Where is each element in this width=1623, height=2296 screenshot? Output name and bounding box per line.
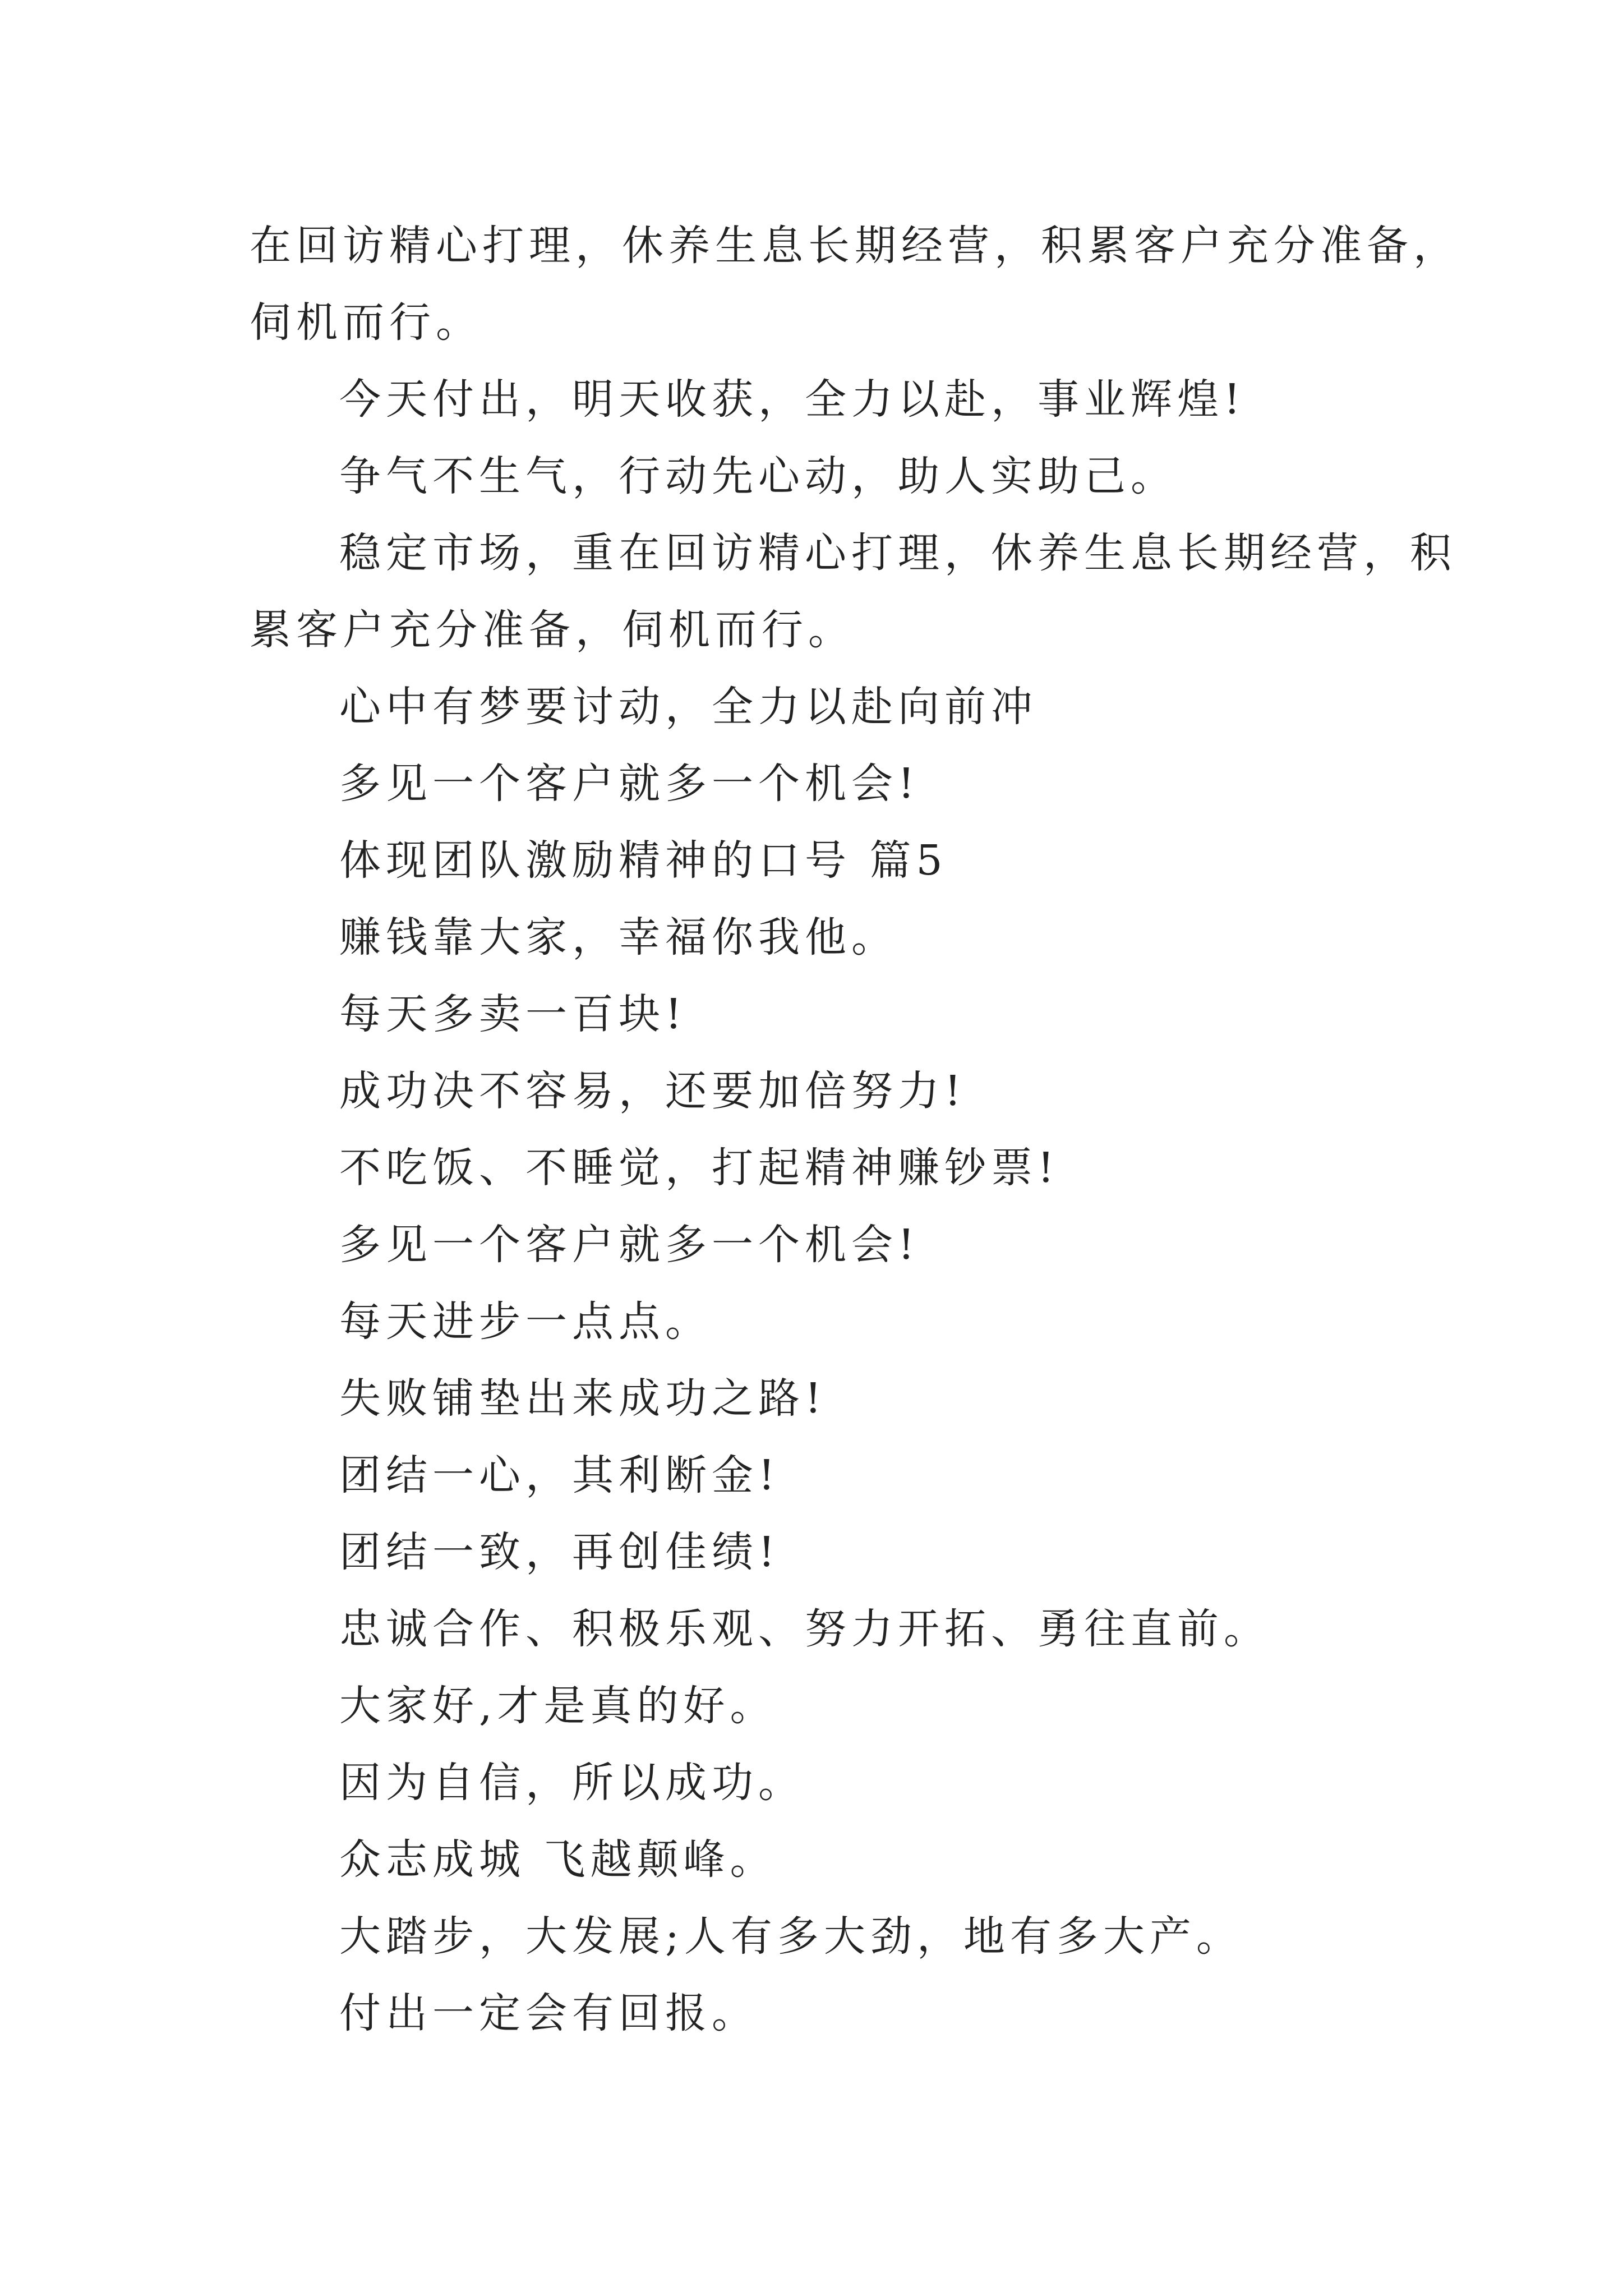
- text-line: 赚钱靠大家，幸福你我他。: [339, 913, 898, 961]
- text-line: 稳定市场，重在回访精心打理，休养生息长期经营，积: [339, 529, 1456, 577]
- text-line: 团结一心，其利断金!: [339, 1451, 780, 1499]
- section-heading: 体现团队激励精神的口号 篇5: [339, 836, 948, 885]
- text-line: 不吃饭、不睡觉，打起精神赚钞票!: [339, 1144, 1059, 1192]
- text-line: 失败铺垫出来成功之路!: [339, 1374, 827, 1423]
- text-line: 争气不生气，行动先心动，助人实助己。: [339, 452, 1177, 500]
- text-line: 因为自信，所以成功。: [339, 1759, 805, 1807]
- text-line: 众志成城 飞越颠峰。: [339, 1835, 777, 1884]
- text-line: 多见一个客户就多一个机会!: [339, 1221, 920, 1269]
- text-line: 每天多卖一百块!: [339, 990, 687, 1038]
- text-line: 团结一致，再创佳绩!: [339, 1528, 780, 1576]
- text-line: 在回访精心打理，休养生息长期经营，积累客户充分准备，: [250, 222, 1460, 270]
- text-line: 累客户充分准备，伺机而行。: [250, 606, 855, 654]
- text-line: 大家好,才是真的好。: [339, 1682, 777, 1730]
- document-body: [250, 208, 1460, 2052]
- text-line: 大踏步，大发展;人有多大劲，地有多大产。: [339, 1912, 1243, 1961]
- text-line: 多见一个客户就多一个机会!: [339, 760, 920, 808]
- text-line: 成功决不容易，还要加倍努力!: [339, 1067, 966, 1115]
- text-line: 心中有梦要讨动，全力以赴向前冲: [339, 683, 1038, 731]
- text-line: 今天付出，明天收获，全力以赴，事业辉煌!: [339, 375, 1246, 424]
- text-line: 每天进步一点点。: [339, 1297, 712, 1346]
- text-line: 忠诚合作、积极乐观、努力开拓、勇往直前。: [339, 1605, 1270, 1653]
- text-line: 付出一定会有回报。: [339, 1989, 758, 2037]
- text-line: 伺机而行。: [250, 298, 482, 347]
